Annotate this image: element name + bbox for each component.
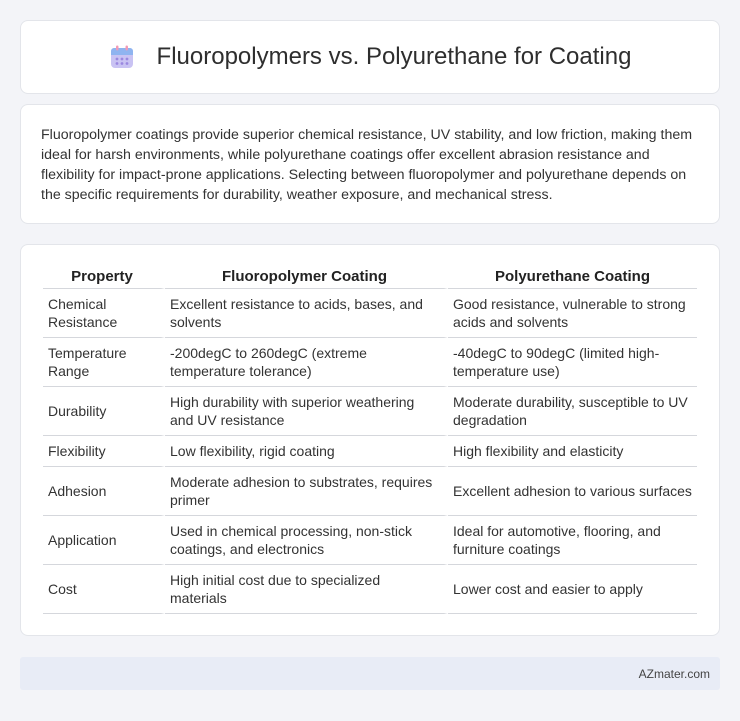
table-row [43,565,697,614]
cell-polyurethane: Good resistance, vulnerable to strong acids and solvents [448,289,697,338]
table-row [43,289,697,338]
column-header-fluoropolymer: Fluoropolymer Coating [165,265,448,289]
cell-property: Durability [43,387,165,436]
cell-polyurethane: Moderate durability, susceptible to UV degradation [448,387,697,436]
table-row [43,436,697,467]
cell-polyurethane: -40degC to 90degC (limited high-temperature use) [448,338,697,387]
intro-card [20,104,720,224]
cell-fluoropolymer: Moderate adhesion to substrates, requires primer [165,467,448,516]
cell-property: Cost [43,565,165,614]
footer-bar [20,657,720,690]
cell-property: Application [43,516,165,565]
comparison-card [20,244,720,636]
cell-polyurethane: Excellent adhesion to various surfaces [448,467,697,516]
table-row [43,338,697,387]
table-row [43,467,697,516]
cell-property: Flexibility [43,436,165,467]
footer-site-name[interactable]: AZmater.com [638,666,710,681]
cell-polyurethane: High flexibility and elasticity [448,436,697,467]
cell-fluoropolymer: Used in chemical processing, non-stick coatings, and electronics [165,516,448,565]
cell-property: Chemical Resistance [43,289,165,338]
cell-fluoropolymer: -200degC to 260degC (extreme temperature tolerance) [165,338,448,387]
intro-paragraph: Fluoropolymer coatings provide superior chemical resistance, UV stability, and low friction, making them ideal for harsh environments, while polyurethane coatings offer excellent abrasion resistance and flexibility for impact-prone applications. Selecting between fluoropolymer and polyurethane depends on the specific requirements for durability, weather exposure, and mechanical stress. [41,127,693,203]
calendar-icon [109,44,135,70]
table-row [43,387,697,436]
comparison-table [43,265,697,614]
cell-fluoropolymer: High initial cost due to specialized materials [165,565,448,614]
cell-fluoropolymer: Low flexibility, rigid coating [165,436,448,467]
table-row [43,516,697,565]
column-header-polyurethane: Polyurethane Coating [448,265,697,289]
cell-property: Adhesion [43,467,165,516]
cell-fluoropolymer: Excellent resistance to acids, bases, and solvents [165,289,448,338]
cell-polyurethane: Ideal for automotive, flooring, and furniture coatings [448,516,697,565]
cell-fluoropolymer: High durability with superior weathering and UV resistance [165,387,448,436]
table-header-row [43,265,697,289]
cell-polyurethane: Lower cost and easier to apply [448,565,697,614]
title-card [20,20,720,94]
page-title: Fluoropolymers vs. Polyurethane for Coating [156,43,632,70]
column-header-property: Property [43,265,165,289]
cell-property: Temperature Range [43,338,165,387]
